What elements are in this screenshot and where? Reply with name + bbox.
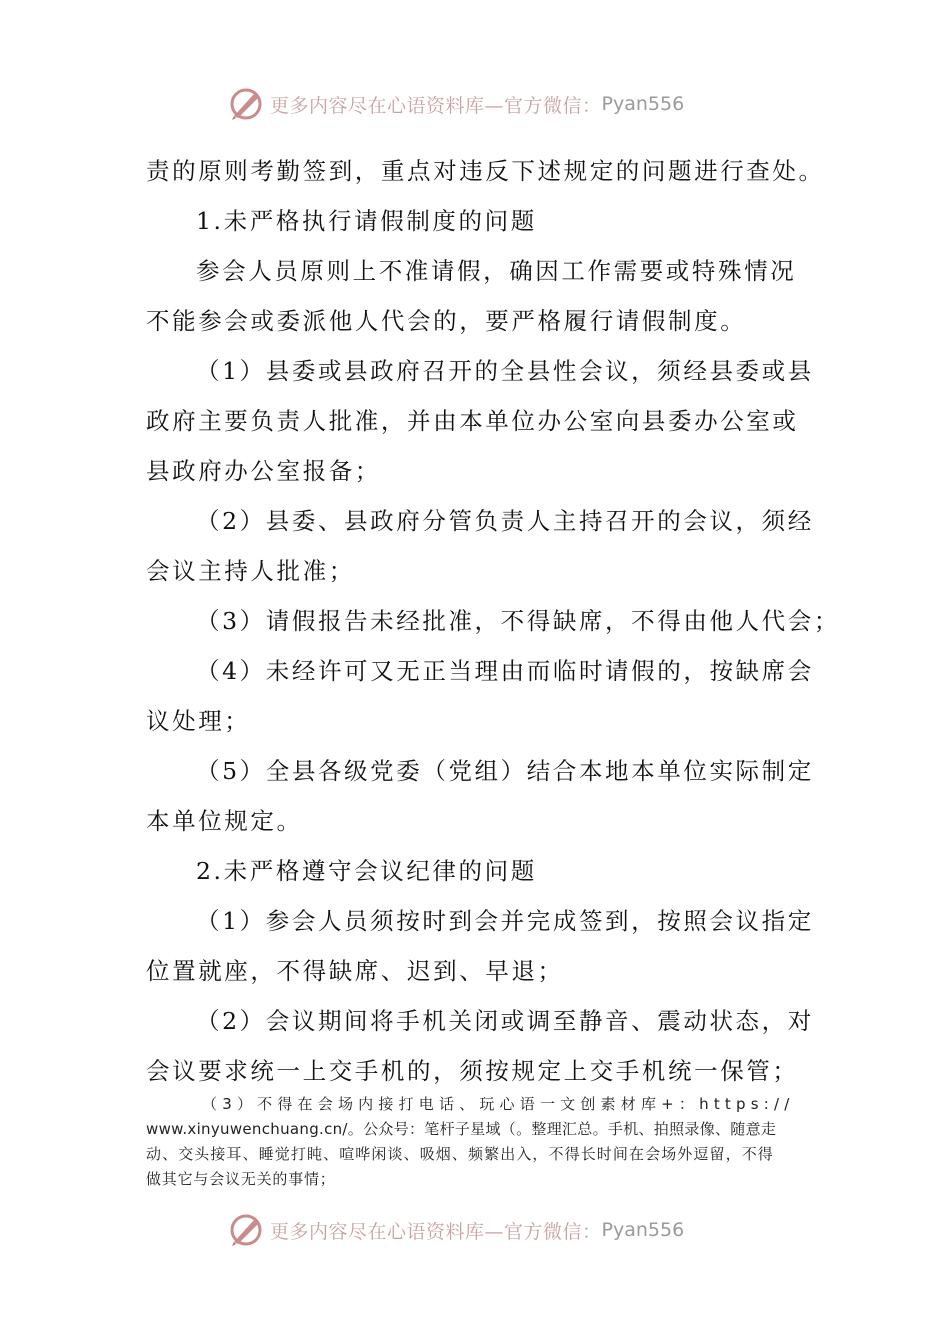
pen-circle-logo-icon	[228, 1212, 264, 1248]
paragraph-line: 不能参会或委派他人代会的，要严格履行请假制度。	[146, 307, 747, 335]
paragraph-line: 县政府办公室报备；	[146, 457, 381, 485]
paragraph-line: 责的原则考勤签到，重点对违反下述规定的问题进行查处。	[146, 157, 825, 185]
paragraph-line: 会议要求统一上交手机的，须按规定上交手机统一保管；	[146, 1057, 799, 1085]
paragraph-line: 位置就座，不得缺席、迟到、早退；	[146, 957, 564, 985]
list-item-1: （1）县委或县政府召开的全县性会议，须经县委或县	[196, 357, 814, 385]
list-item-1: （1）参会人员须按时到会并完成签到，按照会议指定	[196, 907, 814, 935]
footer-banner-wechat: Pyan556	[601, 1219, 685, 1241]
document-body	[146, 146, 840, 1096]
paragraph-line: 会议主持人批准；	[146, 557, 355, 585]
list-item-2: （2）县委、县政府分管负责人主持召开的会议，须经	[196, 507, 814, 535]
footer-banner-text: 更多内容尽在心语资料库—官方微信：	[270, 1220, 602, 1243]
header-banner	[228, 84, 748, 124]
list-item-2: （2）会议期间将手机关闭或调至静音、震动状态，对	[196, 1007, 814, 1035]
header-banner-text: 更多内容尽在心语资料库—官方微信：	[270, 94, 602, 117]
pen-circle-logo-icon	[228, 86, 264, 122]
paragraph-line: 政府主要负责人批准，并由本单位办公室向县委办公室或	[146, 407, 799, 435]
list-item-4: （4）未经许可又无正当理由而临时请假的，按缺席会	[196, 657, 814, 685]
paragraph-line: 议处理；	[146, 707, 251, 735]
footnote-line: 动、交头接耳、睡觉打盹、喧哗闲谈、吸烟、频繁出入，不得长时间在会场外逗留，不得	[146, 1145, 774, 1163]
list-item-3: （3）请假报告未经批准，不得缺席，不得由他人代会；	[196, 607, 840, 635]
section-heading-1: 1.未严格执行请假制度的问题	[196, 207, 537, 235]
list-item-5: （5）全县各级党委（党组）结合本地本单位实际制定	[196, 757, 814, 785]
section-heading-2: 2.未严格遵守会议纪律的问题	[196, 857, 537, 885]
footnote-line: （3）不得在会场内接打电话、玩心语一文创素材库+：https://	[202, 1095, 795, 1113]
header-banner-wechat: Pyan556	[601, 93, 685, 115]
footer-banner	[228, 1210, 748, 1250]
paragraph-line: 本单位规定。	[146, 807, 303, 835]
footnote-block	[146, 1092, 806, 1192]
paragraph-line: 参会人员原则上不准请假，确因工作需要或特殊情况	[196, 257, 797, 285]
footnote-line: www.xinyuwenchuang.cn/。公众号：笔杆子星域（。整理汇总。手机、拍照录像、随意走	[146, 1120, 777, 1138]
footnote-line: 做其它与会议无关的事情；	[146, 1170, 336, 1188]
